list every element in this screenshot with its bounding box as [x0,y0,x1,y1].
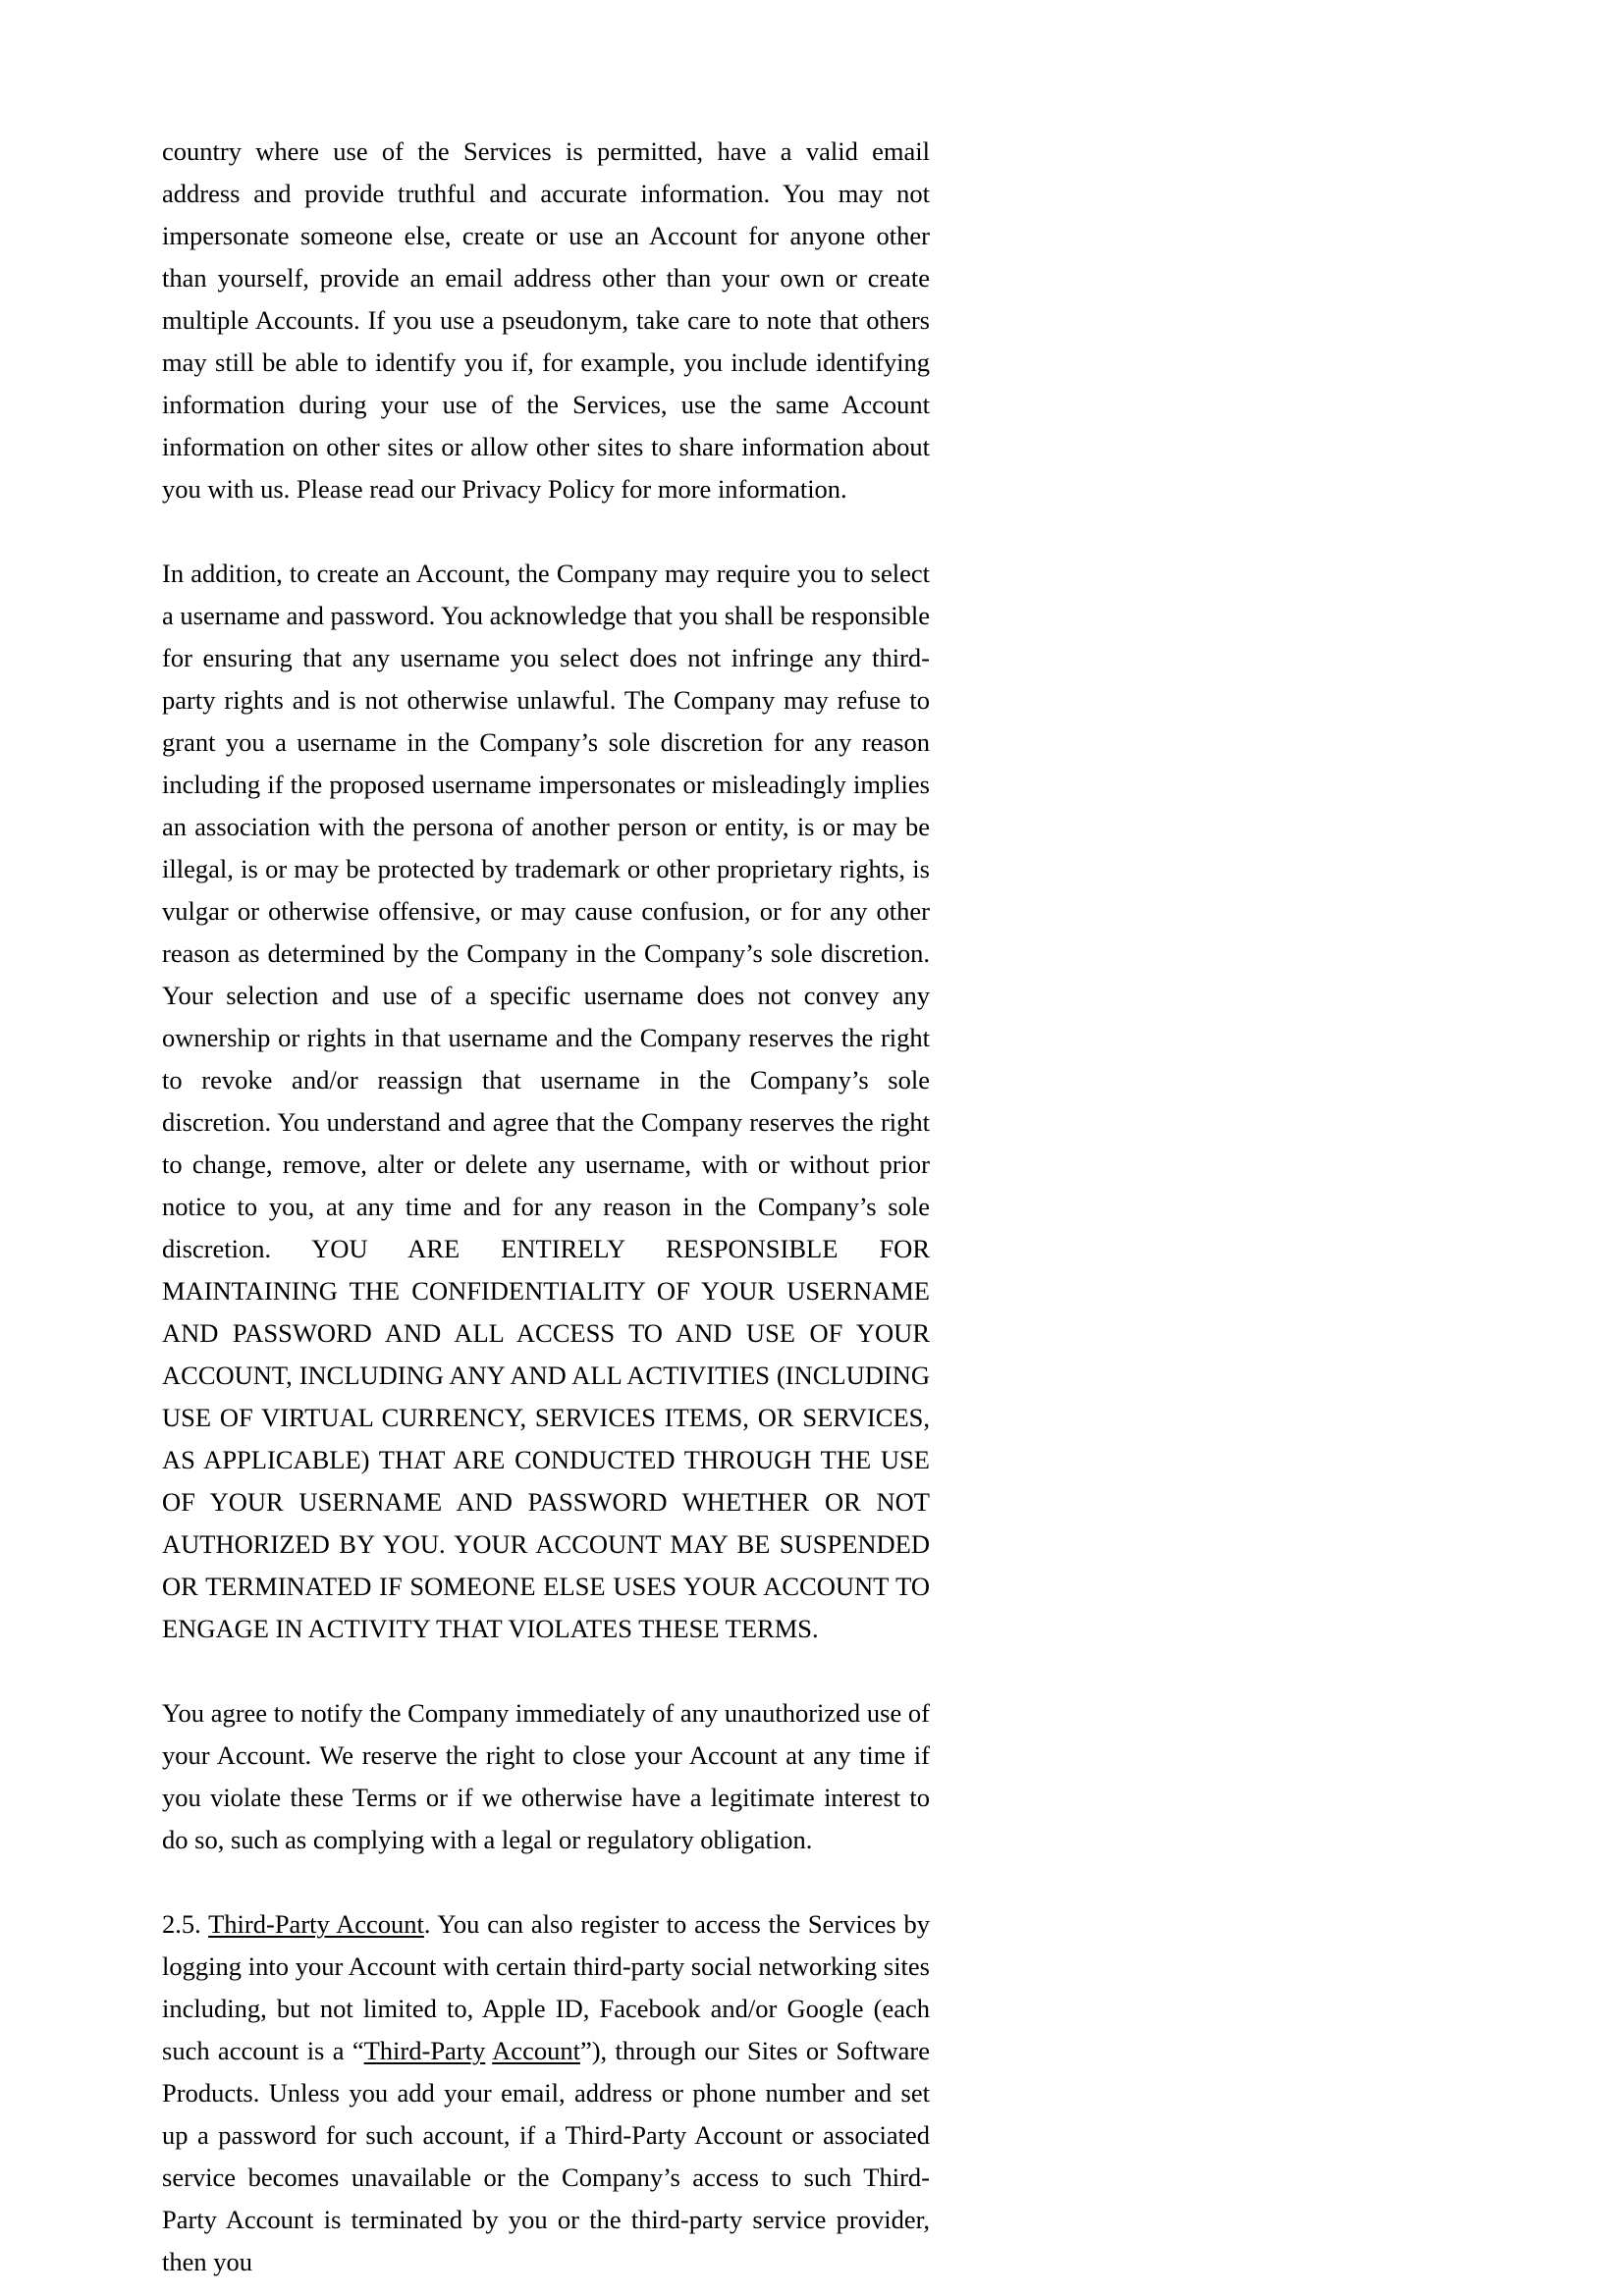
paragraph-username-password [162,553,930,1650]
section-number-2-5: 2.5. [162,1909,201,1939]
paragraph-username-password-caps-notice: YOU ARE ENTIRELY RESPONSIBLE FOR MAINTAINING THE CONFIDENTIALITY OF YOUR USERNAME AND PASSWORD AND ALL ACCESS TO AND USE OF YOUR ACCOUNT, INCLUDING ANY AND ALL ACTIVITIES (INCLUDING USE OF VIRTUAL CURRENCY, SERVICES ITEMS, OR SERVICES, AS APPLICABLE) THAT ARE CONDUCTED THROUGH THE USE OF YOUR USERNAME AND PASSWORD WHETHER OR NOT AUTHORIZED BY YOU. YOUR ACCOUNT MAY BE SUSPENDED OR TERMINATED IF SOMEONE ELSE USES YOUR ACCOUNT TO ENGAGE IN ACTIVITY THAT VIOLATES THESE TERMS. [162,1234,930,1643]
paragraph-account-eligibility: country where use of the Services is permitted, have a valid email address and provide truthful and accurate information. You may not impersonate someone else, create or use an Account for anyone other than yourself, provide an email address other than your own or create multiple Accounts. If you use a pseudonym, take care to note that others may still be able to identify you if, for example, you include identifying information during your use of the Services, use the same Account information on other sites or allow other sites to share information about you with us. Please read our Privacy Policy for more information. [162,136,930,504]
section-2-5-text-part-1: . You can also register to access the Services by logging into your Account with certain third-party social networking sites including, but not limited to, Apple ID, Facebook and/or Google (each such account is a “ [162,1909,930,2065]
paragraph-notify-company: You agree to notify the Company immediately of any unauthorized use of your Account. We reserve the right to close your Account at any time if you violate these Terms or if we otherwise have a legitimate interest to do so, such as complying with a legal or regulatory obligation. [162,1698,930,1854]
document-text-column [162,131,930,2283]
paragraph-username-password-body: In addition, to create an Account, the Company may require you to select a username and password. You acknowledge that you shall be responsible for ensuring that any username you select does not infringe any third-party rights and is not otherwise unlawful. The Company may refuse to grant you a username in the Company’s sole discretion for any reason including if the proposed username impersonates or misleadingly implies an association with the persona of another person or entity, is or may be illegal, is or may be protected by trademark or other proprietary rights, is vulgar or otherwise offensive, or may cause confusion, or for any other reason as determined by the Company in the Company’s sole discretion. Your selection and use of a specific username does not convey any ownership or rights in that username and the Company reserves the right to revoke and/or reassign that username in the Company’s sole discretion. You understand and agree that the Company reserves the right to change, remove, alter or delete any username, with or without prior notice to you, at any time and for any reason in the Company’s sole discretion. [162,559,930,1263]
paragraph-section-2-5-third-party-account [162,1903,930,2283]
defined-term-account: Account [492,2036,580,2065]
section-2-5-text-part-2: ”), through our Sites or Software Products. Unless you add your email, address or phone number and set up a password for such account, if a Third-Party Account or associated service becomes unavailable or the Company’s access to such Third-Party Account is terminated by you or the third-party service provider, then you [162,2036,930,2276]
defined-term-third-party: Third-Party [363,2036,486,2065]
section-heading-third-party-account: Third-Party Account [208,1909,424,1939]
